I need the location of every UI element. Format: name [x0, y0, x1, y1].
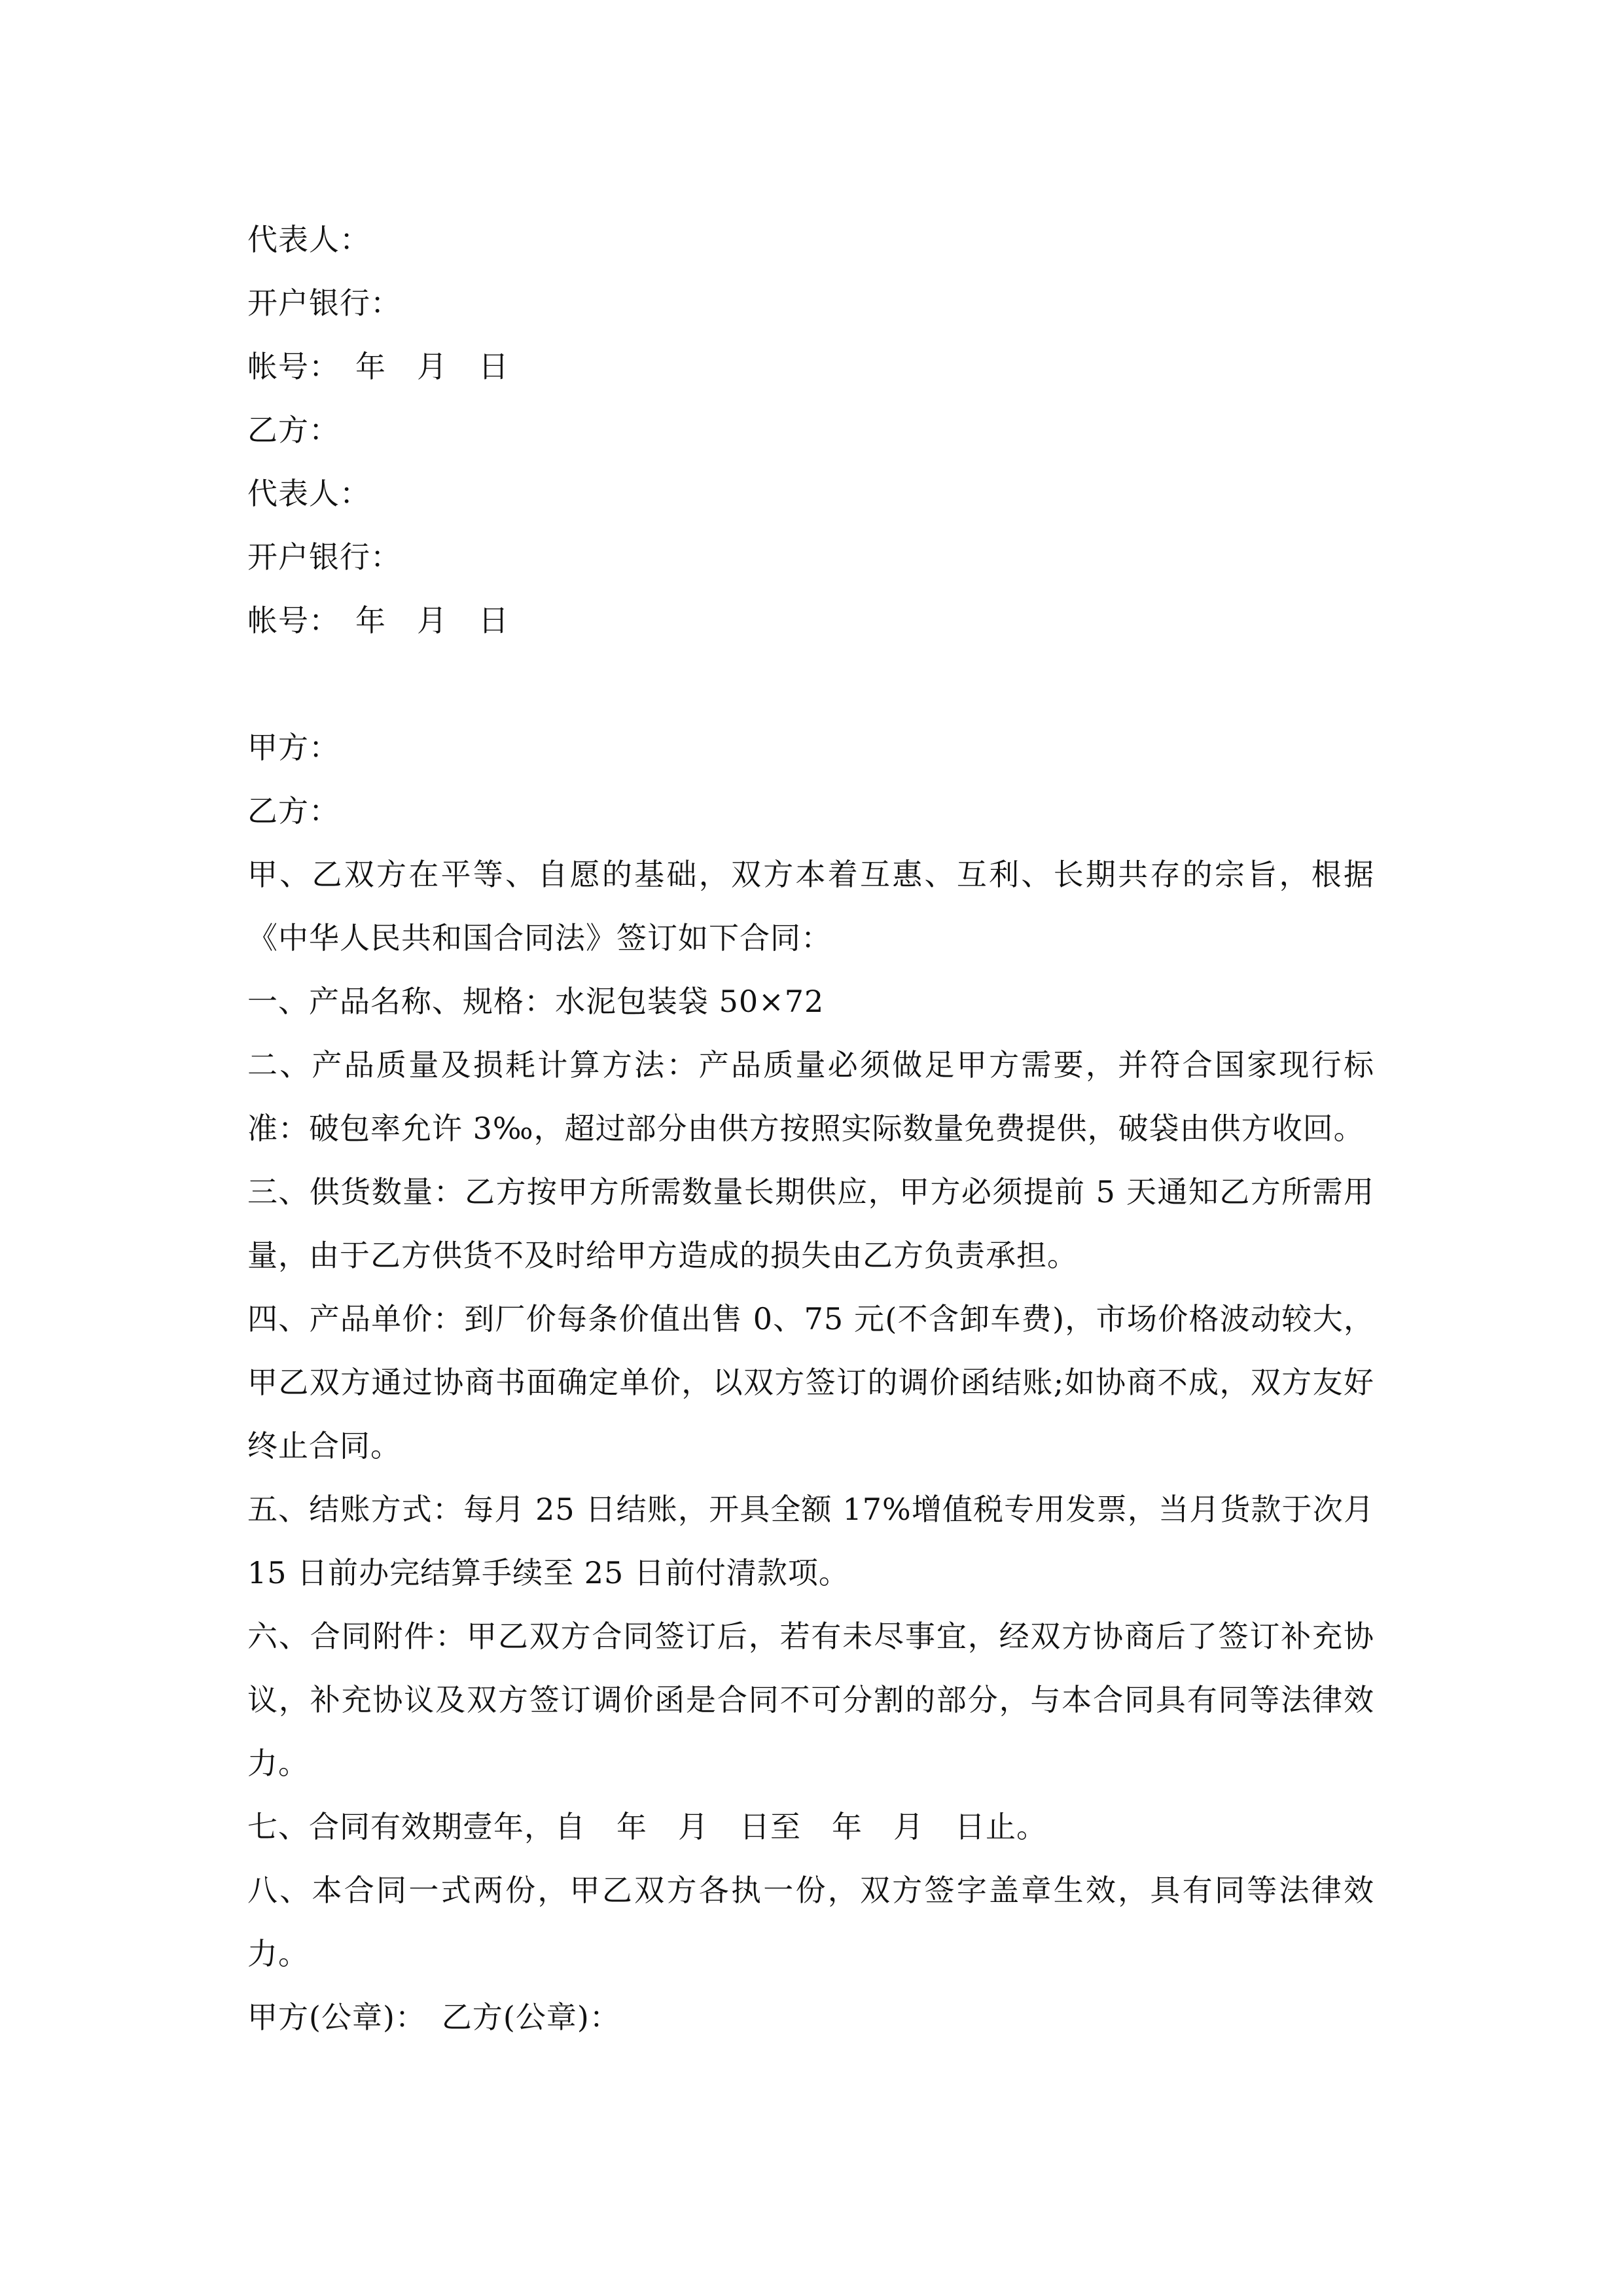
clause-8: 八、本合同一式两份，甲乙双方各执一份，双方签字盖章生效，具有同等法律效力。: [247, 1873, 1374, 1971]
party-b-label: 乙方：: [247, 412, 340, 448]
clause-7: 七、合同有效期壹年，自 年 月 日至 年 月 日止。: [247, 1809, 1047, 1844]
document-page: [247, 208, 1374, 2049]
clause-6: 六、合同附件：甲乙双方合同签订后，若有未尽事宜，经双方协商后了签订补充协议，补充协议及双方签订调价函是合同不可分割的部分，与本合同具有同等法律效力。: [247, 1619, 1374, 1781]
account-date-b: 帐号： 年 月 日: [247, 603, 509, 638]
section-gap: [247, 653, 1374, 716]
clause-4: 四、产品单价：到厂价每条价值出售 0、75 元(不含卸车费)，市场价格波动较大，甲乙双方通过协商书面确定单价，以双方签订的调价函结账;如协商不成，双方友好终止合同。: [247, 1301, 1374, 1463]
bank-b: 开户银行：: [247, 539, 401, 575]
representative-a: 代表人：: [247, 222, 370, 257]
representative-b: 代表人：: [247, 476, 370, 511]
contract-preamble: 甲、乙双方在平等、自愿的基础，双方本着互惠、互利、长期共存的宗旨，根据《中华人民共和国合同法》签订如下合同：: [247, 857, 1374, 956]
clause-1: 一、产品名称、规格：水泥包装袋 50×72: [247, 984, 825, 1019]
account-date-a: 帐号： 年 月 日: [247, 349, 509, 384]
seal-line: 甲方(公章)： 乙方(公章)：: [247, 2000, 620, 2035]
contract-party-b: 乙方：: [247, 793, 340, 829]
clause-3: 三、供货数量：乙方按甲方所需数量长期供应，甲方必须提前 5 天通知乙方所需用量，由于乙方供货不及时给甲方造成的损失由乙方负责承担。: [247, 1174, 1374, 1273]
clause-2: 二、产品质量及损耗计算方法：产品质量必须做足甲方需要，并符合国家现行标准：破包率允许 3‰，超过部分由供方按照实际数量免费提供，破袋由供方收回。: [247, 1047, 1374, 1146]
bank-a: 开户银行：: [247, 285, 401, 321]
clause-5: 五、结账方式：每月 25 日结账，开具全额 17%增值税专用发票，当月货款于次月 15 日前办完结算手续至 25 日前付清款项。: [247, 1492, 1374, 1590]
contract-party-a: 甲方：: [247, 730, 340, 765]
